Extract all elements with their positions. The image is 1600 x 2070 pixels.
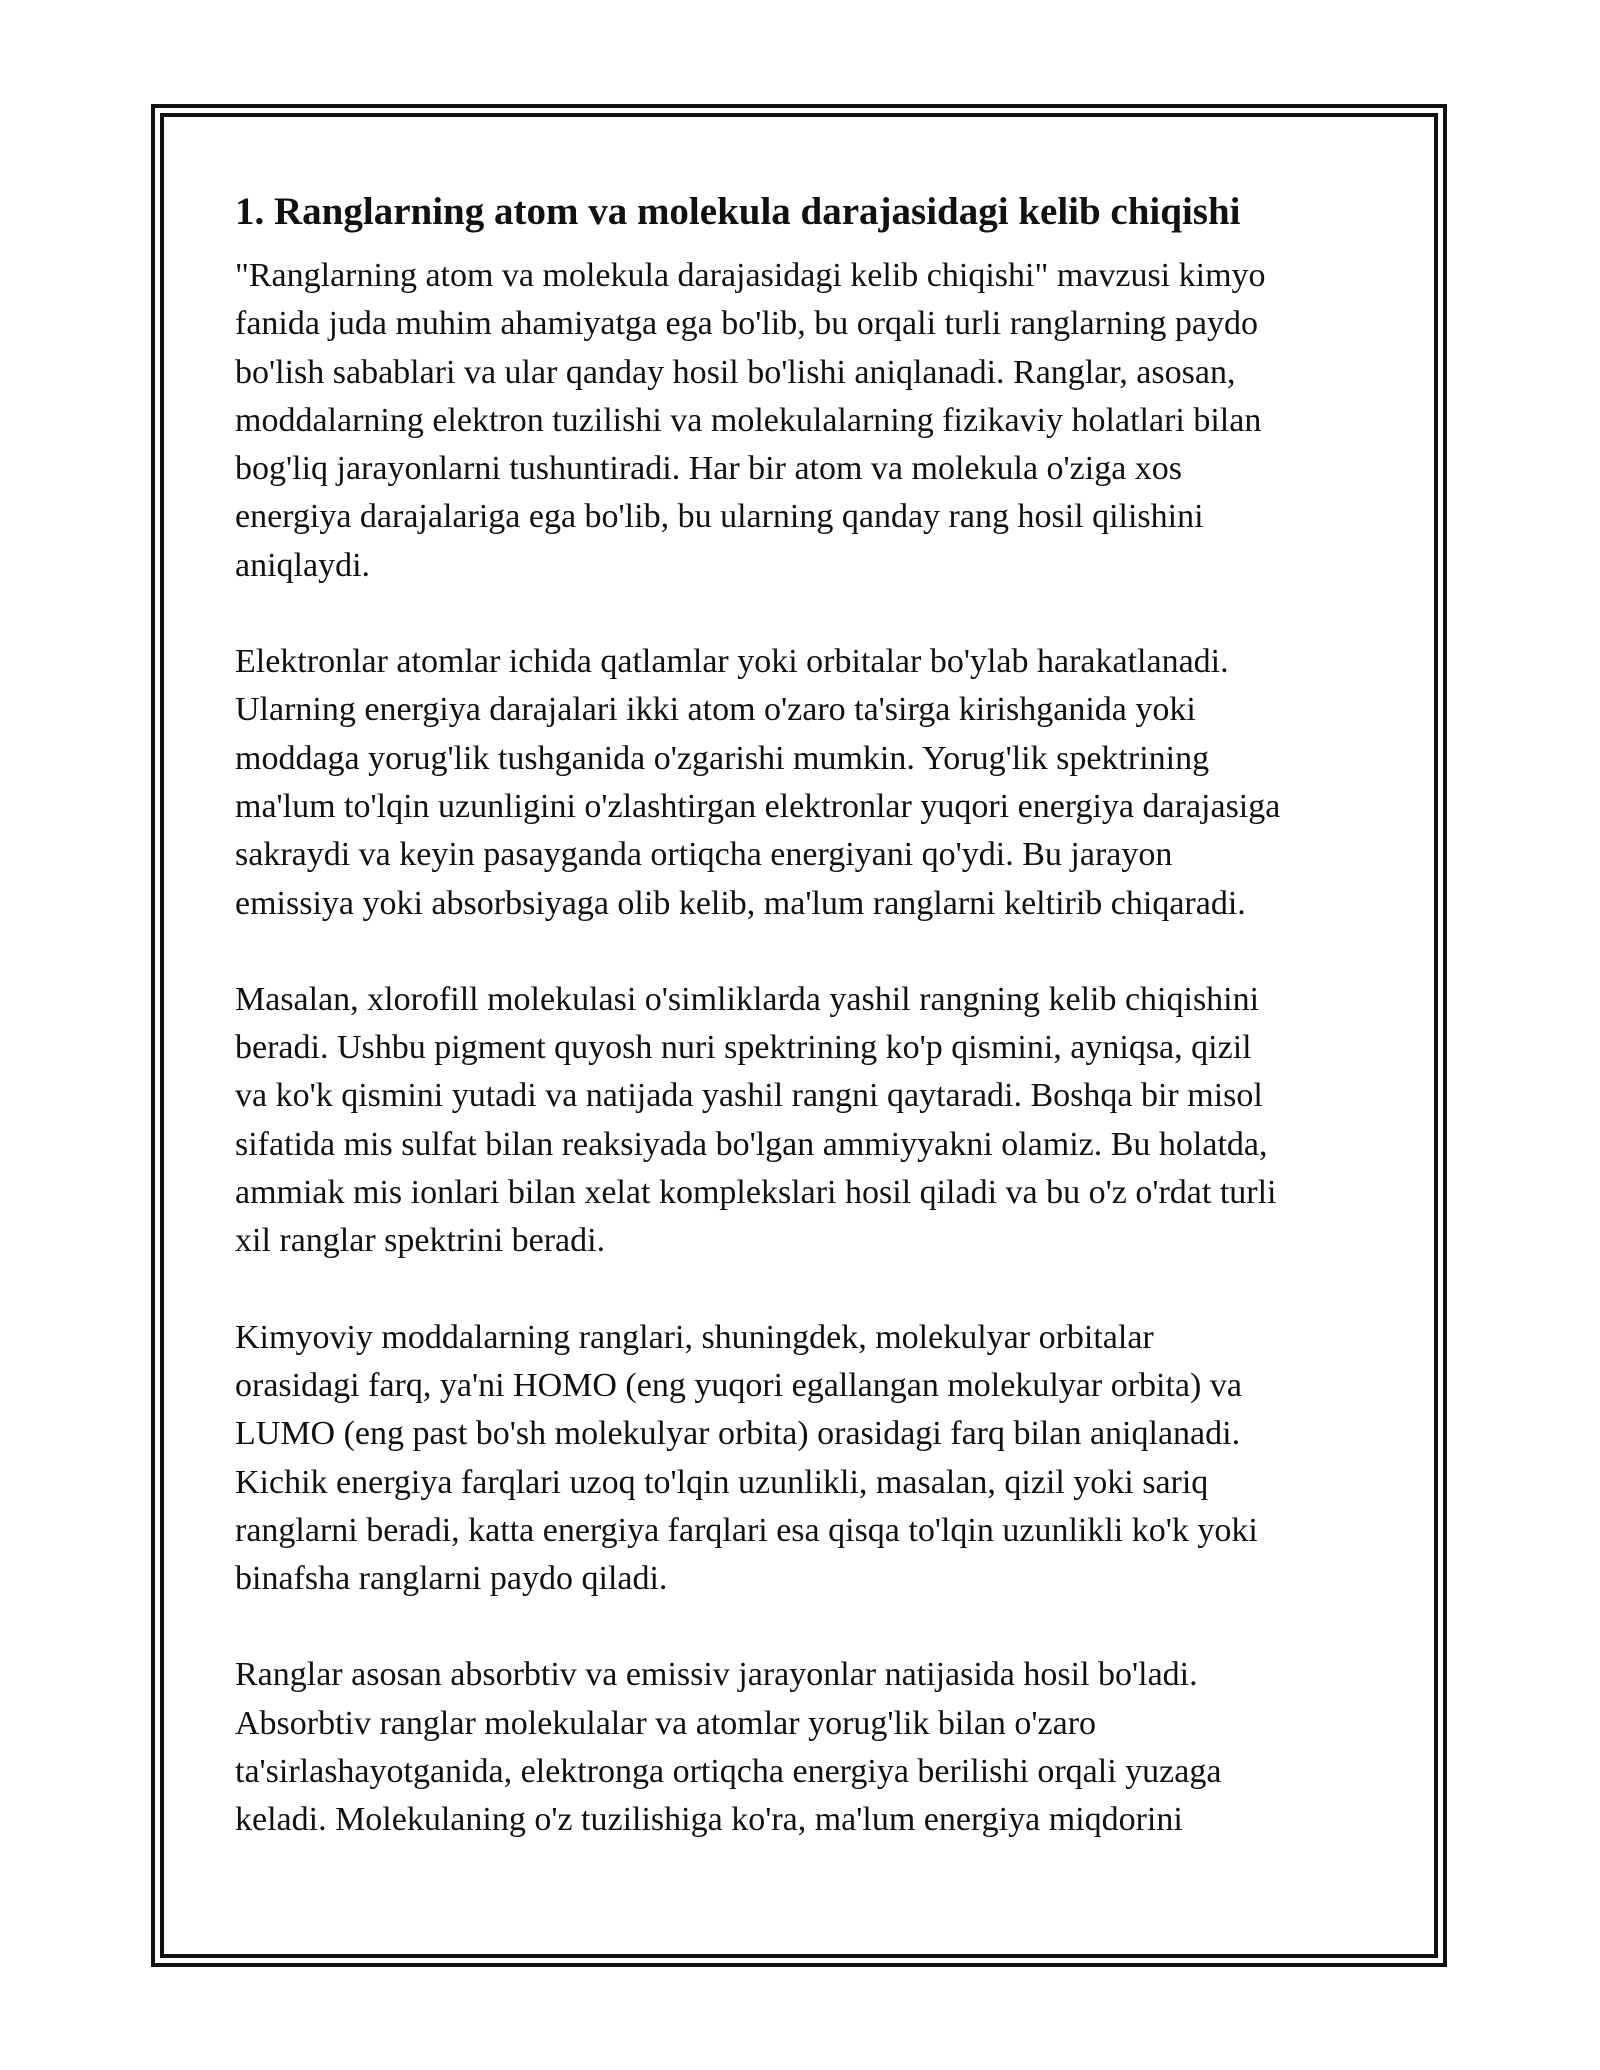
text-line: fanida juda muhim ahamiyatga ega bo'lib, bu orqali turli ranglarning paydo	[235, 305, 1259, 343]
text-line: emissiya yoki absorbsiyaga olib kelib, ma'lum ranglarni keltirib chiqaradi.	[235, 884, 1246, 922]
text-line: orasidagi farq, ya'ni HOMO (eng yuqori egallangan molekulyar orbita) va	[235, 1366, 1242, 1404]
paragraph-1	[235, 252, 1385, 590]
text-line: energiya darajalariga ega bo'lib, bu ularning qanday rang hosil qilishini	[235, 498, 1204, 536]
text-line: Elektronlar atomlar ichida qatlamlar yoki orbitalar bo'ylab harakatlanadi.	[235, 643, 1229, 681]
paragraph-4	[235, 1314, 1385, 1604]
text-line: Masalan, xlorofill molekulasi o'simliklarda yashil rangning kelib chiqishini	[235, 980, 1260, 1018]
text-line: keladi. Molekulaning o'z tuzilishiga ko'ra, ma'lum energiya miqdorini	[235, 1801, 1183, 1839]
text-line: moddaga yorug'lik tushganida o'zgarishi mumkin. Yorug'lik spektrining	[235, 739, 1210, 777]
text-line: bo'lish sabablari va ular qanday hosil bo'lishi aniqlanadi. Ranglar, asosan,	[235, 353, 1236, 391]
text-line: sifatida mis sulfat bilan reaksiyada bo'lgan ammiyyakni olamiz. Bu holatda,	[235, 1125, 1268, 1163]
paragraph-2	[235, 638, 1385, 928]
text-line: ranglarni beradi, katta energiya farqlari esa qisqa to'lqin uzunlikli ko'k yoki	[235, 1511, 1258, 1549]
section-heading: 1. Ranglarning atom va molekula darajasidagi kelib chiqishi	[235, 190, 1241, 233]
text-line: binafsha ranglarni paydo qiladi.	[235, 1560, 668, 1598]
paragraph-5	[235, 1651, 1385, 1844]
paragraph-3	[235, 976, 1385, 1266]
text-line: ta'sirlashayotganida, elektronga ortiqcha energiya berilishi orqali yuzaga	[235, 1753, 1222, 1791]
text-line: Absorbtiv ranglar molekulalar va atomlar yorug'lik bilan o'zaro	[235, 1704, 1097, 1742]
text-line: LUMO (eng past bo'sh molekulyar orbita) orasidagi farq bilan aniqlanadi.	[235, 1415, 1241, 1453]
text-line: Ularning energiya darajalari ikki atom o'zaro ta'sirga kirishganida yoki	[235, 691, 1196, 729]
text-line: sakraydi va keyin pasayganda ortiqcha energiyani qo'ydi. Bu jarayon	[235, 836, 1173, 874]
text-line: beradi. Ushbu pigment quyosh nuri spektrining ko'p qismini, ayniqsa, qizil	[235, 1029, 1252, 1067]
text-line: Kimyoviy moddalarning ranglari, shuningdek, molekulyar orbitalar	[235, 1318, 1154, 1356]
text-line: aniqlaydi.	[235, 546, 371, 584]
document-body	[235, 186, 1385, 1893]
text-line: ma'lum to'lqin uzunligini o'zlashtirgan elektronlar yuqori energiya darajasiga	[235, 787, 1281, 825]
text-line: xil ranglar spektrini beradi.	[235, 1222, 606, 1260]
text-line: Ranglar asosan absorbtiv va emissiv jarayonlar natijasida hosil bo'ladi.	[235, 1656, 1198, 1694]
text-line: bog'liq jarayonlarni tushuntiradi. Har bir atom va molekula o'ziga xos	[235, 450, 1183, 488]
text-line: ammiak mis ionlari bilan xelat komplekslari hosil qiladi va bu o'z o'rdat turli	[235, 1174, 1277, 1212]
text-line: moddalarning elektron tuzilishi va molekulalarning fizikaviy holatlari bilan	[235, 401, 1262, 439]
text-line: "Ranglarning atom va molekula darajasidagi kelib chiqishi" mavzusi kimyo	[235, 257, 1266, 294]
text-line: Kichik energiya farqlari uzoq to'lqin uzunlikli, masalan, qizil yoki sariq	[235, 1463, 1209, 1501]
text-line: va ko'k qismini yutadi va natijada yashil rangni qaytaradi. Boshqa bir misol	[235, 1077, 1263, 1115]
